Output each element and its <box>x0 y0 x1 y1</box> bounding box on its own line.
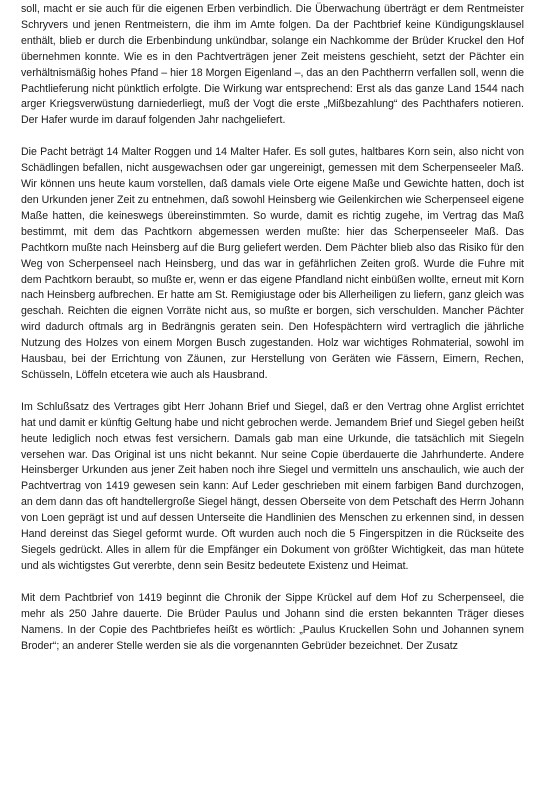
paragraph-chronicle: Mit dem Pachtbrief von 1419 beginnt die Chronik der Sippe Krückel auf dem Hof zu Scherpenseel, die mehr als 250 Jahre dauerte. Die Brüder Paulus und Johann sind die ersten bekannten Träger dieses Namens. In der Copie des Pachtbriefes heißt es wörtlich: „Paulus Kruckellen Sohn und Johannen synem Broder“; an anderer Stelle werden sie als die vorgenannten Gebrüder bezeichnet. Der Zusatz <box>21 591 524 652</box>
paragraph-seal: Im Schlußsatz des Vertrages gibt Herr Johann Brief und Siegel, daß er den Vertrag ohne Arglist errichtet hat und damit er künftig Geltung habe und nicht gebrochen werde. Jemandem Brief und Siegel geben heißt heute lediglich noch etwas fest versichern. Damals gab man eine Urkunde, die tatsächlich mit Siegeln versehen war. Das Original ist uns nicht bekannt. Nur seine Copie überdauerte die Jahrhunderte. Andere Heinsberger Urkunden aus jener Zeit haben noch ihre Siegel und vermitteln uns anschaulich, wie auch der Pachtvertrag von 1419 gewesen sein kann: Auf Leder geschrieben mit einem farbigen Band durchzogen, an dem dann das oft handtellergroße Siegel hängt, dessen Oberseite von dem Petschaft des Herrn Johann von Loen geprägt ist und auf dessen Unterseite die Handlinien des Menschen zu erkennen sind, in dessen Hand dereinst das Siegel geformt wurde. Oft wurden auch noch die 5 Fingerspitzen in die Rückseite des Siegels gedrückt. Alles in allem für die Empfänger ein Dokument von größter Wichtigkeit, das man hütete und als wichtigstes Gut vererbte, denn sein Besitz bedeutete Existenz und Heimat. <box>21 400 524 572</box>
paragraph-lease-terms: Die Pacht beträgt 14 Malter Roggen und 14 Malter Hafer. Es soll gutes, haltbares Korn sein, also nicht von Schädlingen befallen, nicht ausgewachsen oder gar ungereinigt, gemessen mit dem Scherpenseeler Maß. Wir können uns heute kaum vorstellen, daß damals viele Orte eigene Maße und Gewichte hatten, doch ist den Urkunden jener Zeit zu entnehmen, daß sowohl Heinsberg wie Geilenkirchen wie Scherpenseel eigene Maße hatten, die keineswegs übereinstimmten. So wurde, damit es richtig zugehe, im Vertrag das Maß bestimmt, mit dem das Pachtkorn abgemessen werden mußte: hier das Scherpenseeler Maß. Das Pachtkorn mußte nach Heinsberg auf die Burg geliefert werden. Dem Pächter blieb also das Risiko für den Weg von Scherpenseel nach Heinsberg, und das war in gefährlichen Zeiten groß. Wurde die Fuhre mit dem Pachtkorn beraubt, so mußte er, wenn er das eigene Pfandland nicht einbüßen wollte, erneut mit Korn nach Heinsberg aufbrechen. Er hatte am St. Remigiustage oder bis Allerheiligen zu liefern, ganz gleich was geschah. Reichten die eignen Vorräte nicht aus, so mußte er borgen, sich verschulden. Mancher Pächter wird dadurch oftmals arg in Bedrängnis geraten sein. Den Hofespächtern wird vertraglich die jährliche Nutzung des Holzes von einem Morgen Busch zugestanden. Holz war wichtiges Rohmaterial, sowohl im Hausbau, bei der Errichtung von Zäunen, zur Herstellung von Geräten wie Fässern, Eimern, Rechen, Schüsseln, Löffeln etcetera wie auch als Hausbrand. <box>21 146 524 381</box>
document-page <box>21 2 524 654</box>
paragraph-lease-binding: soll, macht er sie auch für die eigenen Erben verbindlich. Die Überwachung überträgt er dem Rentmeister Schryvers und jenen Rentmeistern, die ihm im Amte folgen. Da der Pachtbrief keine Kündigungsklausel enthält, blieb er durch die Erbenbindung unkündbar, solange ein Nachkomme der Brüder Kruckel den Hof übernehmen konnte. Wie es in den Pachtverträgen jener Zeit meistens geschieht, setzt der Pächter ein verhältnismäßig hohes Pfand – hier 18 Morgen Eigenland –, das an den Pachtherrn verfallen soll, wenn die Pachtlieferung nicht pünktlich erfolgte. Die Wirkung war entsprechend: Erst als das ganze Land 1544 nach arger Kriegsverwüstung darniederliegt, muß der Vogt die erste „Mißbezahlung“ des Pachthafers notieren. Der Hafer wurde im darauf folgenden Jahr nachgeliefert. <box>21 3 524 127</box>
